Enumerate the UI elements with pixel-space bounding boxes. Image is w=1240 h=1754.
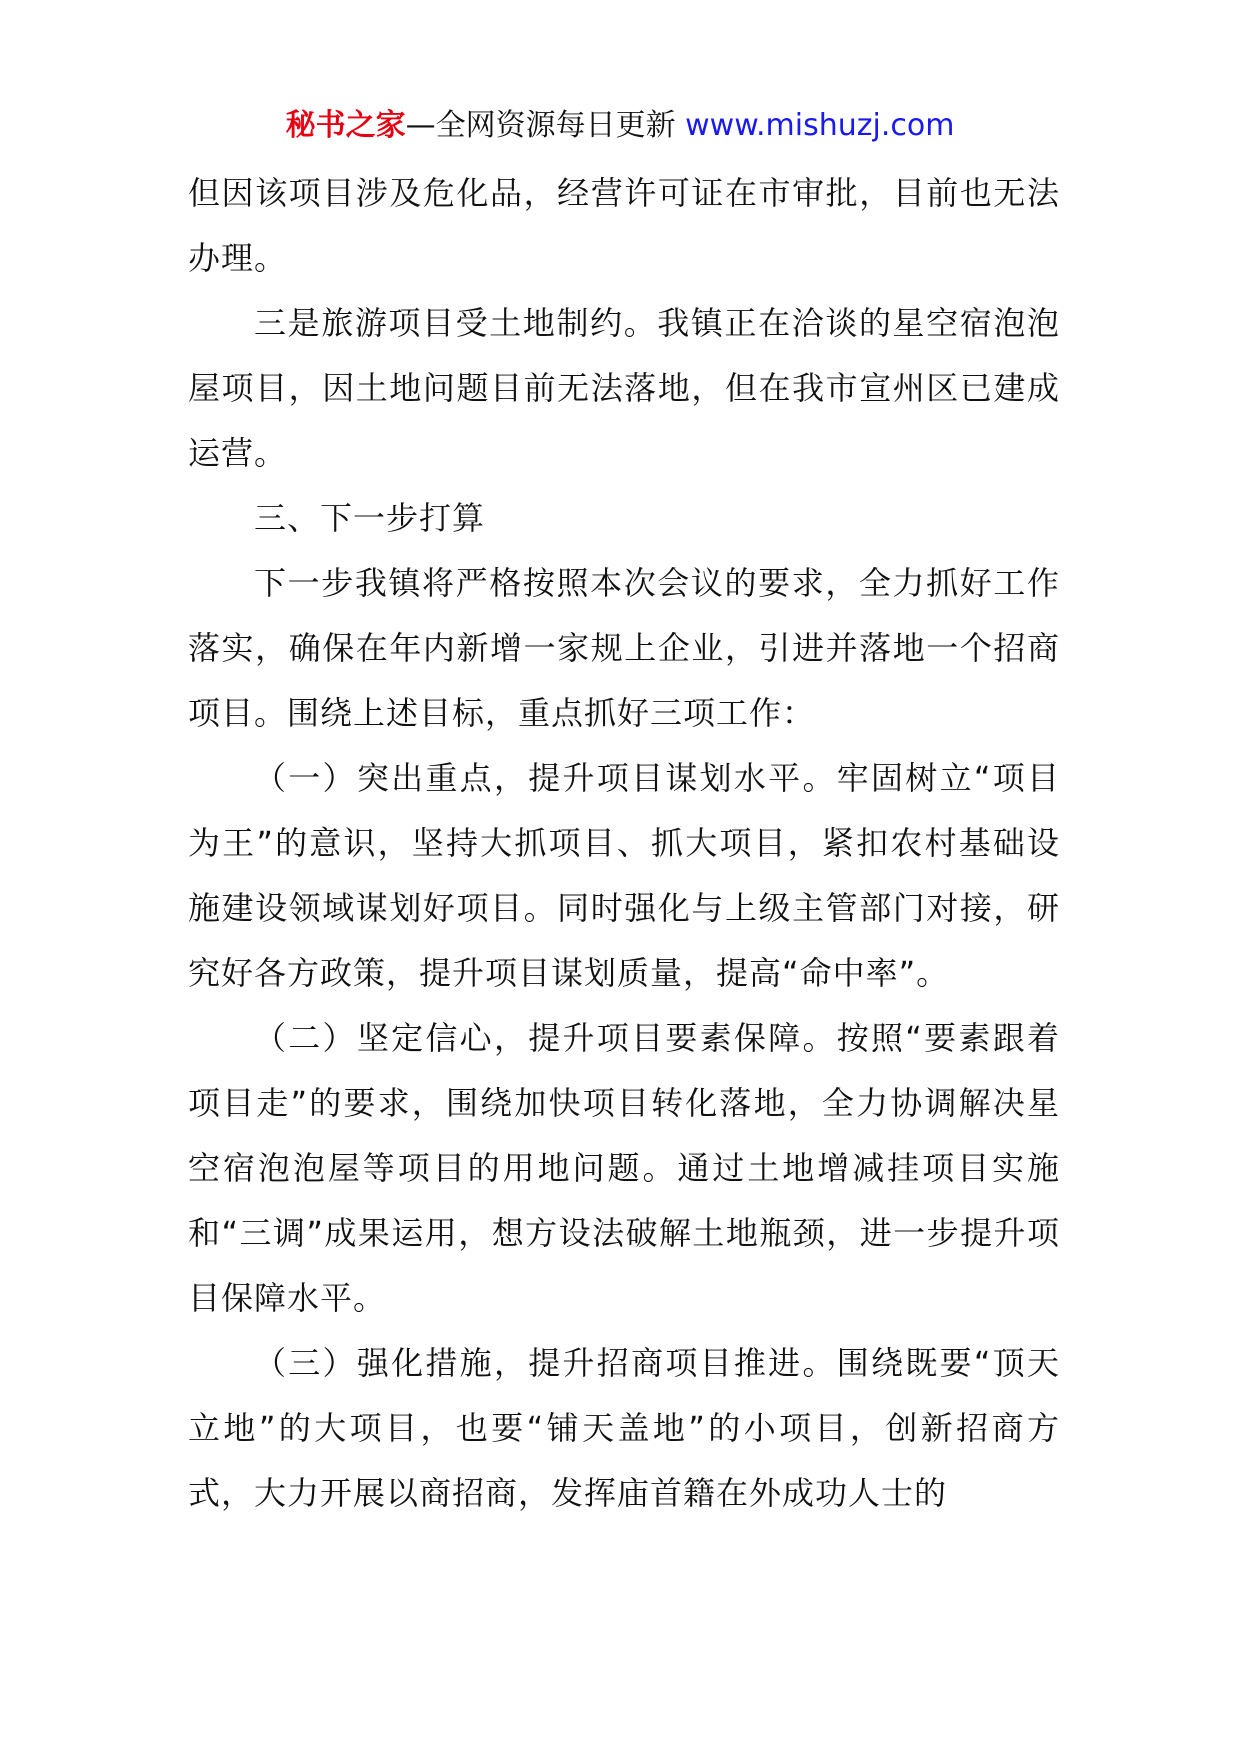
document-body: [188, 161, 1060, 1526]
site-url-link[interactable]: www.mishuzj.com: [685, 108, 955, 143]
paragraph-tourism-constraint: 三是旅游项目受土地制约。我镇正在洽谈的星空宿泡泡屋项目，因土地问题目前无法落地，但在我市宣州区已建成运营。: [188, 304, 1060, 472]
site-header: [0, 104, 1240, 148]
paragraph-item-one: （一）突出重点，提升项目谋划水平。牢固树立“项目为王”的意识，坚持大抓项目、抓大项目，紧扣农村基础设施建设领域谋划好项目。同时强化与上级主管部门对接，研究好各方政策，提升项目谋划质量，提高“命中率”。: [188, 759, 1060, 992]
paragraph-continuation: 但因该项目涉及危化品，经营许可证在市审批，目前也无法办理。: [188, 174, 1060, 277]
section-heading-next-steps: 三、下一步打算: [254, 499, 486, 537]
site-tagline: —全网资源每日更新: [405, 108, 676, 143]
paragraph-item-two: （二）坚定信心，提升项目要素保障。按照“要素跟着项目走”的要求，围绕加快项目转化落地，全力协调解决星空宿泡泡屋等项目的用地问题。通过土地增减挂项目实施和“三调”成果运用，想方设法破解土地瓶颈，进一步提升项目保障水平。: [188, 1019, 1060, 1317]
paragraph-next-steps-intro: 下一步我镇将严格按照本次会议的要求，全力抓好工作落实，确保在年内新增一家规上企业，引进并落地一个招商项目。围绕上述目标，重点抓好三项工作：: [188, 564, 1060, 732]
site-brand: 秘书之家: [285, 108, 406, 143]
paragraph-item-three: （三）强化措施，提升招商项目推进。围绕既要“顶天立地”的大项目，也要“铺天盖地”的小项目，创新招商方式，大力开展以商招商，发挥庙首籍在外成功人士的: [188, 1344, 1060, 1512]
